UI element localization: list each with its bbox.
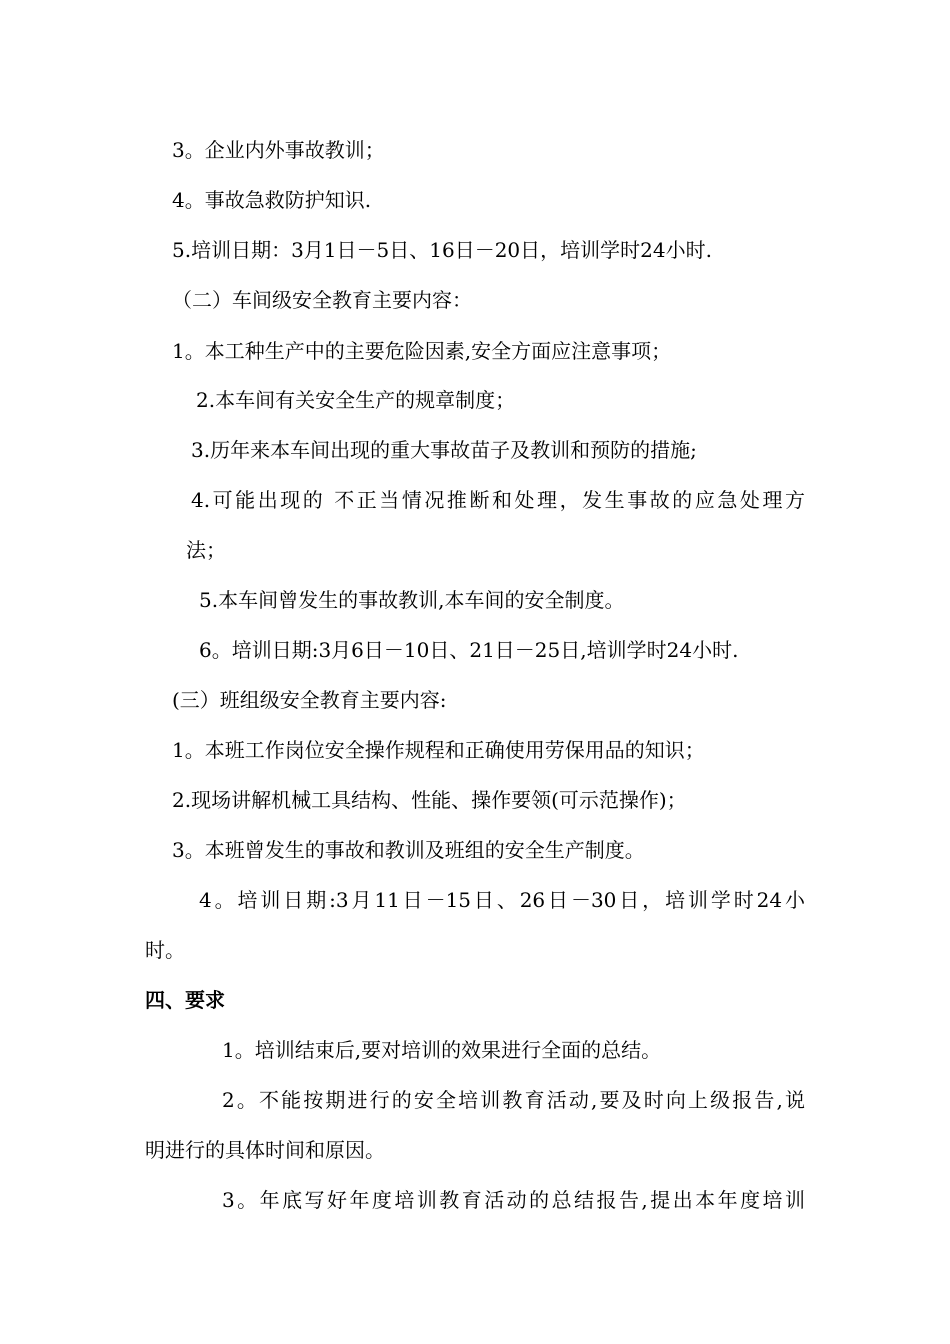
requirement-2-continued: 明进行的具体时间和原因。 xyxy=(145,1138,385,1162)
workshop-item-1: 1。本工种生产中的主要危险因素,安全方面应注意事项； xyxy=(172,339,672,363)
workshop-item-6: 6。培训日期:3月6日－10日、21日－25日,培训学时24小时. xyxy=(199,638,739,662)
requirement-1: 1。培训结束后,要对培训的效果进行全面的总结。 xyxy=(222,1038,662,1062)
workshop-item-4: 4.可能出现的 不正当情况推断和处理，发生事故的应急处理方 xyxy=(191,488,805,512)
requirement-2: 2。不能按期进行的安全培训教育活动,要及时向上级报告,说 xyxy=(222,1088,805,1112)
item-4-first-aid: 4。事故急救防护知识. xyxy=(172,188,372,212)
team-item-3: 3。本班曾发生的事故和教训及班组的安全生产制度。 xyxy=(172,838,645,862)
team-item-1: 1。本班工作岗位安全操作规程和正确使用劳保用品的知识； xyxy=(172,738,705,762)
section-requirements-heading: 四、要求 xyxy=(145,988,225,1012)
team-item-2: 2.现场讲解机械工具结构、性能、操作要领(可示范操作)； xyxy=(172,788,687,812)
workshop-item-2: 2.本车间有关安全生产的规章制度； xyxy=(196,388,516,412)
section-workshop-heading: （二）车间级安全教育主要内容： xyxy=(172,288,472,312)
item-5-training-dates: 5.培训日期：3月1日－5日、16日－20日，培训学时24小时. xyxy=(172,238,712,262)
item-3-accident-lessons: 3。企业内外事故教训； xyxy=(172,138,385,162)
workshop-item-3: 3.历年来本车间出现的重大事故苗子及教训和预防的措施; xyxy=(191,438,697,462)
team-item-4: 4。培训日期:3月11日－15日、26日－30日，培训学时24小 xyxy=(199,888,805,912)
team-item-4-continued: 时。 xyxy=(145,938,185,962)
requirement-3: 3。年底写好年度培训教育活动的总结报告,提出本年度培训 xyxy=(222,1188,805,1212)
section-team-heading: (三）班组级安全教育主要内容: xyxy=(172,688,447,712)
workshop-item-5: 5.本车间曾发生的事故教训,本车间的安全制度。 xyxy=(199,588,625,612)
workshop-item-4-continued: 法； xyxy=(186,538,226,562)
